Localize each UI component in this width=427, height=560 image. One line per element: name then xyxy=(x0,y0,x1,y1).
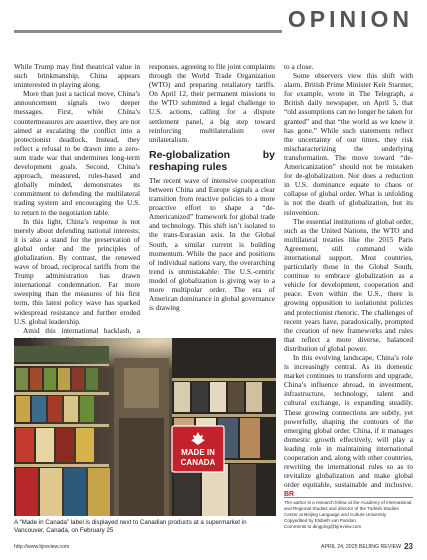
paragraph: to a close. xyxy=(284,62,314,71)
footer-url[interactable]: http://www.bjreview.com xyxy=(14,544,70,550)
supermarket-photo-illustration xyxy=(14,338,276,516)
end-mark: BR xyxy=(284,491,295,499)
footer-issue-info: APRIL 24, 2025 BEIJING REVIEW xyxy=(321,544,401,550)
section-label: OPINION xyxy=(282,6,413,33)
paragraph: The recent wave of intensive cooperation between China and Europe signals a clear transition from reactive policies to a more proactive effort to shape a “de-Americanized” framework for global trade and technology. This shift isn’t isolated to the trans-Eurasian axis. In the Global South, a similar current is building momentum. While the pace and positions of individual nations vary, the overarching trend is unmistakable: The U.S.-centric model of globalization is giving way to a more multipolar order. The era of American dominance in global governance is drawing xyxy=(149,175,275,313)
article-column-3 xyxy=(284,62,413,500)
sign-text-line1: MADE IN xyxy=(181,448,215,457)
section-subhead: Re-globalization by reshaping rules xyxy=(149,148,275,173)
made-in-canada-sign xyxy=(172,426,224,472)
paragraph: While Trump may find theatrical value in such brinkmanship, China appears uninterested in playing along. xyxy=(14,62,140,90)
page-number: 23 xyxy=(404,542,413,551)
paragraph xyxy=(284,353,413,500)
comments-contact: Comments to dingping@bjreview.com xyxy=(284,524,362,529)
paragraph: More than just a tactical move, China’s announcement signals two deeper messages. First, while China’s countermeasures are assertive, they are not aimed at escalating the conflict into a protectionist deadlock. Instead, they reflect a refusal to be drawn into a zero-sum trade war that undermines long-term development goals. Second, China’s approach, measured, rules-based and globally minded, demonstrates its commitment to defending the multilateral trading system and encouraging the U.S. to return to the negotiation table. xyxy=(14,89,140,217)
paragraph: responses, agreeing to file joint complaints through the World Trade Organization (WTO) and preparing retaliatory tariffs. On April 12, their permanent missions to the WTO submitted a legal challenge to U.S. actions, calling for a dispute settlement panel, a big step toward reinforcing multilateralism over unilateralism. xyxy=(149,62,275,144)
article-photo xyxy=(14,338,276,516)
author-bio: The author is a research fellow at the Academy of International and Regional Studies and director of the Turkish Studies Center at Beijing Language and Culture University xyxy=(284,500,412,517)
copyeditor-credit: Copyedited by Elsbeth van Paridon xyxy=(284,518,356,523)
photo-caption: A “Made in Canada” label is displayed next to Canadian products at a supermarket in Vancouver, Canada, on February 25 xyxy=(14,519,247,534)
paragraph: Amid this international backlash, a xyxy=(23,325,140,335)
paragraph: In this light, China’s response is not merely about defending national interests; it is also a stand for the preservation of global order and the principles of globalization. By contrast, the renewed wave of broad, reciprocal tariffs from the Trump administration has drawn international condemnation. Far more sweeping than the measures of his first term, this latest policy wave has sparked widespread resistance and further eroded U.S. global leadership. xyxy=(14,216,140,326)
page-footer xyxy=(14,544,413,554)
article-column-2 xyxy=(149,62,275,312)
sign-text-line2: CANADA xyxy=(180,458,216,467)
paragraph: Some observers view this shift with alarm. British Prime Minister Keir Starmer, for example, wrote in The Telegraph, a British daily newspaper, on April 5, that “old assumptions can no longer be taken for granted” and that “the world as we knew it has gone.” While such statements reflect the uncertainty of our times, they risk mischaracterizing the underlying transformation. The move toward “de-Americanization” should not be mistaken for de-globalization. Nor does a reduction in U.S. dominance equate to chaos or collapse of global order. What is unfolding is not the death of globalization, but its reinvention. xyxy=(284,71,413,217)
paragraph-text: In this evolving landscape, China’s role is increasingly central. As its domestic market continues to transform and upgrade, China’s influence abroad, in investment, infrastructure, technology, talent and cultural exchange, is expanding steadily. These growing connections are subtly, yet powerfully, shaping the contours of the emerging global order. China, if it manages domestic growth effectively, will play a leading role in maintaining international cooperation and, along with other countries, rewriting the international rules so as to revitalize globalization and make global order equitable, sustainable and inclusive. xyxy=(284,353,413,490)
page-header xyxy=(0,0,427,42)
author-note xyxy=(284,497,413,530)
paragraph: The essential institutions of global order, such as the United Nations, the WTO and multilateral treaties like the 2015 Paris Agreement, still command wide international support. Most countries, particularly those in the Global South, continue to embrace globalization as a vehicle for development, cooperation and peace. Even within the U.S., there is growing opposition to isolationist policies and protectionist rhetoric. The challenges of recent years have, paradoxically, prompted the creation of new frameworks and rules that reflect a more diverse, balanced distribution of global power. xyxy=(284,216,413,353)
